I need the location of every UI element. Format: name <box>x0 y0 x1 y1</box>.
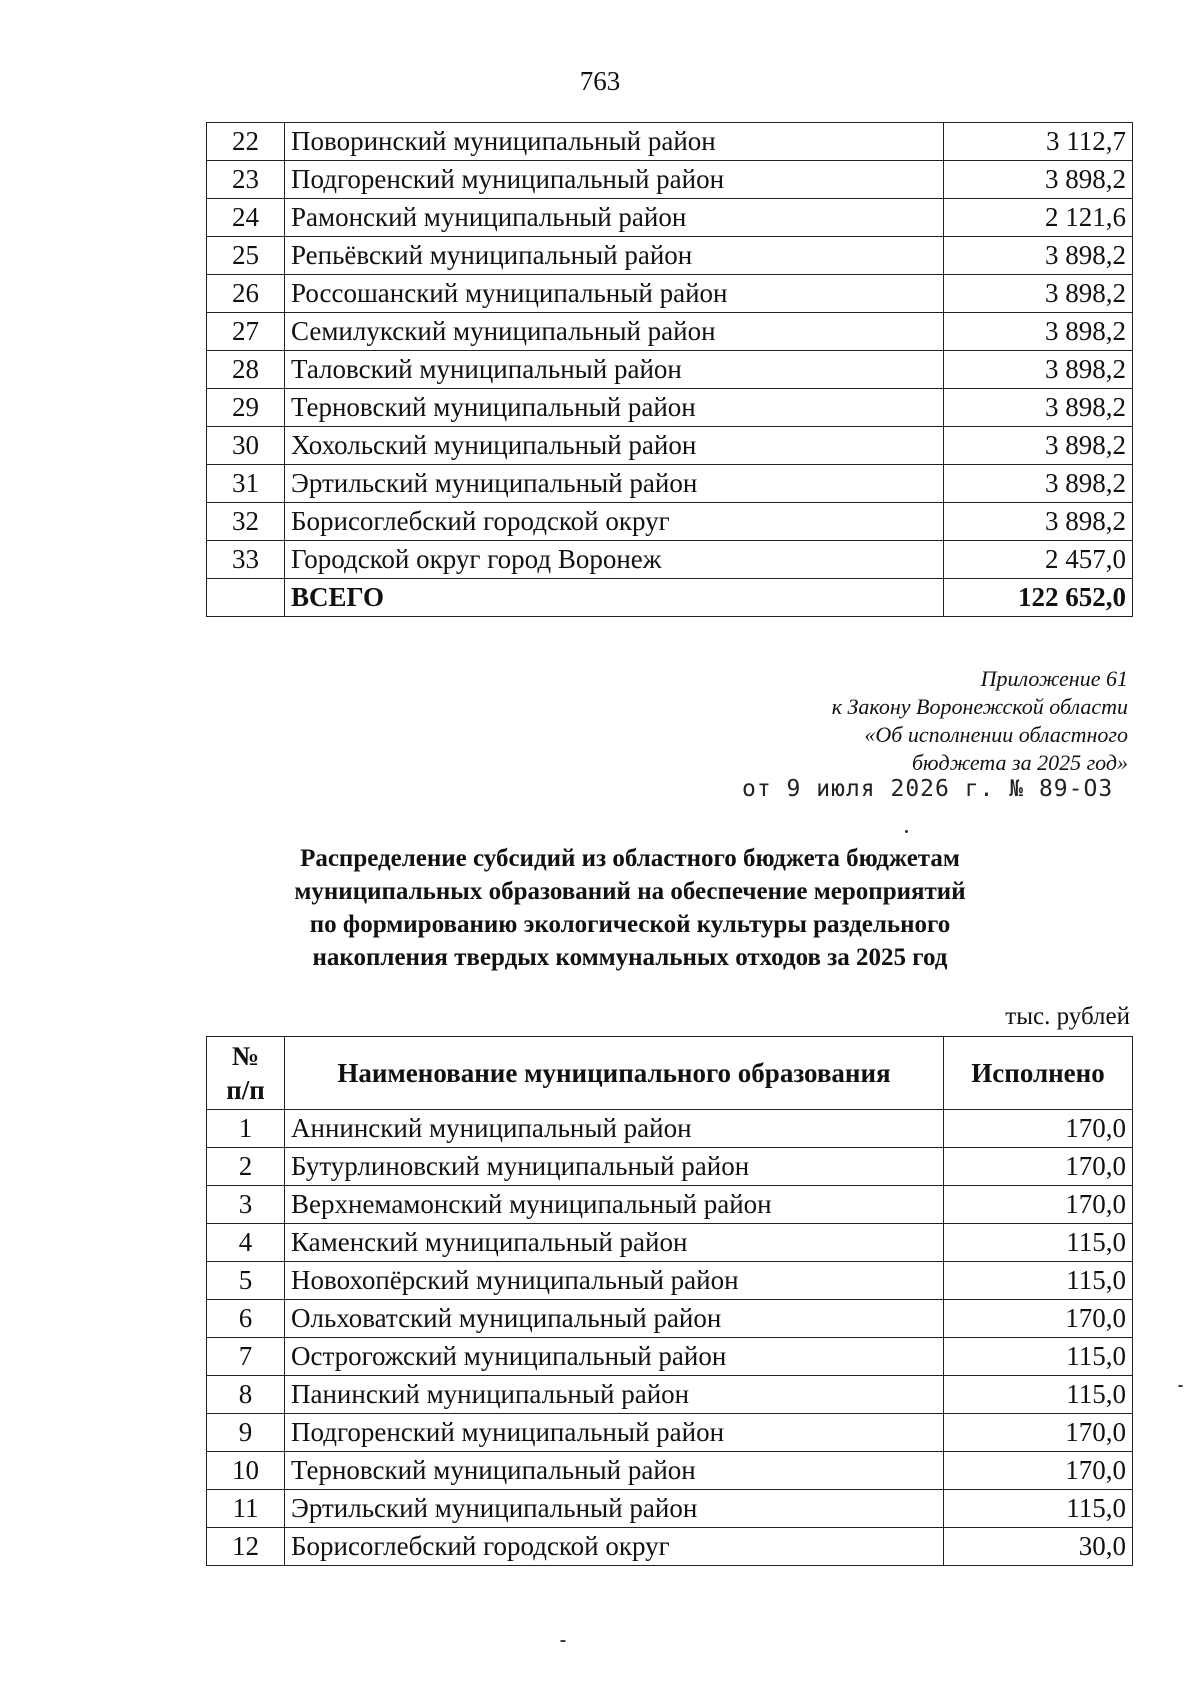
row-name: Панинский муниципальный район <box>285 1376 944 1414</box>
annex-line: к Закону Воронежской области <box>831 694 1128 719</box>
table2-header <box>207 1037 1133 1110</box>
table-row <box>207 1224 1133 1262</box>
annex-line: Приложение 61 <box>980 666 1128 691</box>
row-name: Острогожский муниципальный район <box>285 1338 944 1376</box>
row-number: 22 <box>207 123 285 161</box>
row-name: Семилукский муниципальный район <box>285 313 944 351</box>
row-value: 3 898,2 <box>944 465 1133 503</box>
table-row <box>207 1300 1133 1338</box>
row-number: 4 <box>207 1224 285 1262</box>
table-subsidy-distribution <box>206 1036 1133 1566</box>
table-continued-allocation <box>206 122 1133 617</box>
row-value: 115,0 <box>944 1338 1133 1376</box>
table-row <box>207 427 1133 465</box>
row-value: 170,0 <box>944 1186 1133 1224</box>
table-row <box>207 199 1133 237</box>
header-value: Исполнено <box>944 1037 1133 1110</box>
table-row <box>207 465 1133 503</box>
row-value: 3 112,7 <box>944 123 1133 161</box>
table-row <box>207 1490 1133 1528</box>
row-number: 30 <box>207 427 285 465</box>
table-row <box>207 1262 1133 1300</box>
total-number-cell <box>207 579 285 617</box>
row-value: 3 898,2 <box>944 389 1133 427</box>
row-value: 115,0 <box>944 1224 1133 1262</box>
row-name: Россошанский муниципальный район <box>285 275 944 313</box>
total-row <box>207 579 1133 617</box>
title-line: Распределение субсидий из областного бюджета бюджетам <box>300 845 960 872</box>
row-value: 115,0 <box>944 1262 1133 1300</box>
row-value: 170,0 <box>944 1414 1133 1452</box>
scan-speck <box>560 1640 566 1642</box>
header-number-line1: № <box>231 1041 260 1071</box>
header-row <box>207 1037 1133 1110</box>
row-number: 5 <box>207 1262 285 1300</box>
table-row <box>207 503 1133 541</box>
row-number: 31 <box>207 465 285 503</box>
row-name: Эртильский муниципальный район <box>285 1490 944 1528</box>
row-value: 3 898,2 <box>944 275 1133 313</box>
row-number: 11 <box>207 1490 285 1528</box>
table-row <box>207 541 1133 579</box>
row-name: Рамонский муниципальный район <box>285 199 944 237</box>
row-name: Борисоглебский городской округ <box>285 1528 944 1566</box>
table2-body <box>207 1110 1133 1566</box>
table-row <box>207 275 1133 313</box>
row-number: 29 <box>207 389 285 427</box>
row-number: 27 <box>207 313 285 351</box>
table-row <box>207 1414 1133 1452</box>
row-number: 8 <box>207 1376 285 1414</box>
row-name: Каменский муниципальный район <box>285 1224 944 1262</box>
row-name: Борисоглебский городской округ <box>285 503 944 541</box>
row-value: 3 898,2 <box>944 313 1133 351</box>
table-row <box>207 1338 1133 1376</box>
row-number: 9 <box>207 1414 285 1452</box>
title-line: накопления твердых коммунальных отходов за 2025 год <box>312 944 948 971</box>
row-number: 32 <box>207 503 285 541</box>
row-value: 3 898,2 <box>944 427 1133 465</box>
table-row <box>207 1452 1133 1490</box>
row-number: 28 <box>207 351 285 389</box>
table-row <box>207 237 1133 275</box>
total-label: ВСЕГО <box>285 579 944 617</box>
row-number: 2 <box>207 1148 285 1186</box>
row-value: 2 121,6 <box>944 199 1133 237</box>
row-value: 170,0 <box>944 1148 1133 1186</box>
annex-line: бюджета за 2025 год» <box>911 750 1128 775</box>
row-number: 7 <box>207 1338 285 1376</box>
row-name: Поворинский муниципальный район <box>285 123 944 161</box>
table-row <box>207 351 1133 389</box>
header-number <box>207 1037 285 1110</box>
row-name: Бутурлиновский муниципальный район <box>285 1148 944 1186</box>
table-row <box>207 389 1133 427</box>
row-value: 3 898,2 <box>944 237 1133 275</box>
row-value: 2 457,0 <box>944 541 1133 579</box>
row-value: 115,0 <box>944 1376 1133 1414</box>
table1-body <box>207 123 1133 617</box>
row-name: Аннинский муниципальный район <box>285 1110 944 1148</box>
table-row <box>207 313 1133 351</box>
row-number: 33 <box>207 541 285 579</box>
row-value: 3 898,2 <box>944 161 1133 199</box>
row-number: 26 <box>207 275 285 313</box>
row-number: 25 <box>207 237 285 275</box>
row-value: 115,0 <box>944 1490 1133 1528</box>
table-row <box>207 161 1133 199</box>
table-row <box>207 1110 1133 1148</box>
row-name: Хохольский муниципальный район <box>285 427 944 465</box>
row-name: Новохопёрский муниципальный район <box>285 1262 944 1300</box>
row-number: 23 <box>207 161 285 199</box>
row-value: 30,0 <box>944 1528 1133 1566</box>
row-number: 3 <box>207 1186 285 1224</box>
row-value: 170,0 <box>944 1300 1133 1338</box>
annex-reference <box>832 665 1128 777</box>
scan-speck <box>1178 1385 1183 1387</box>
row-value: 170,0 <box>944 1110 1133 1148</box>
title-line: по формированию экологической культуры раздельного <box>309 911 951 938</box>
row-name: Таловский муниципальный район <box>285 351 944 389</box>
table-row <box>207 123 1133 161</box>
row-name: Верхнемамонский муниципальный район <box>285 1186 944 1224</box>
page-number: 763 <box>579 66 621 96</box>
row-name: Городской округ город Воронеж <box>285 541 944 579</box>
annex-line: «Об исполнении областного <box>864 722 1128 747</box>
row-name: Подгоренский муниципальный район <box>285 1414 944 1452</box>
header-name: Наименование муниципального образования <box>285 1037 944 1110</box>
row-number: 10 <box>207 1452 285 1490</box>
row-name: Терновский муниципальный район <box>285 389 944 427</box>
header-number-line2: п/п <box>226 1075 265 1105</box>
row-value: 170,0 <box>944 1452 1133 1490</box>
scan-speck <box>905 830 908 833</box>
row-name: Ольховатский муниципальный район <box>285 1300 944 1338</box>
title-line: муниципальных образований на обеспечение мероприятий <box>294 878 966 905</box>
units-label: тыс. рублей <box>1005 1003 1130 1030</box>
row-name: Терновский муниципальный район <box>285 1452 944 1490</box>
row-value: 3 898,2 <box>944 351 1133 389</box>
row-name: Репьёвский муниципальный район <box>285 237 944 275</box>
row-name: Эртильский муниципальный район <box>285 465 944 503</box>
table-row <box>207 1528 1133 1566</box>
row-number: 1 <box>207 1110 285 1148</box>
row-number: 12 <box>207 1528 285 1566</box>
row-name: Подгоренский муниципальный район <box>285 161 944 199</box>
law-date-stamp: от 9 июля 2026 г. № 89-ОЗ <box>742 776 1114 802</box>
total-value: 122 652,0 <box>944 579 1133 617</box>
table-row <box>207 1186 1133 1224</box>
table-row <box>207 1148 1133 1186</box>
row-value: 3 898,2 <box>944 503 1133 541</box>
row-number: 6 <box>207 1300 285 1338</box>
document-title <box>230 842 1030 974</box>
row-number: 24 <box>207 199 285 237</box>
table-row <box>207 1376 1133 1414</box>
